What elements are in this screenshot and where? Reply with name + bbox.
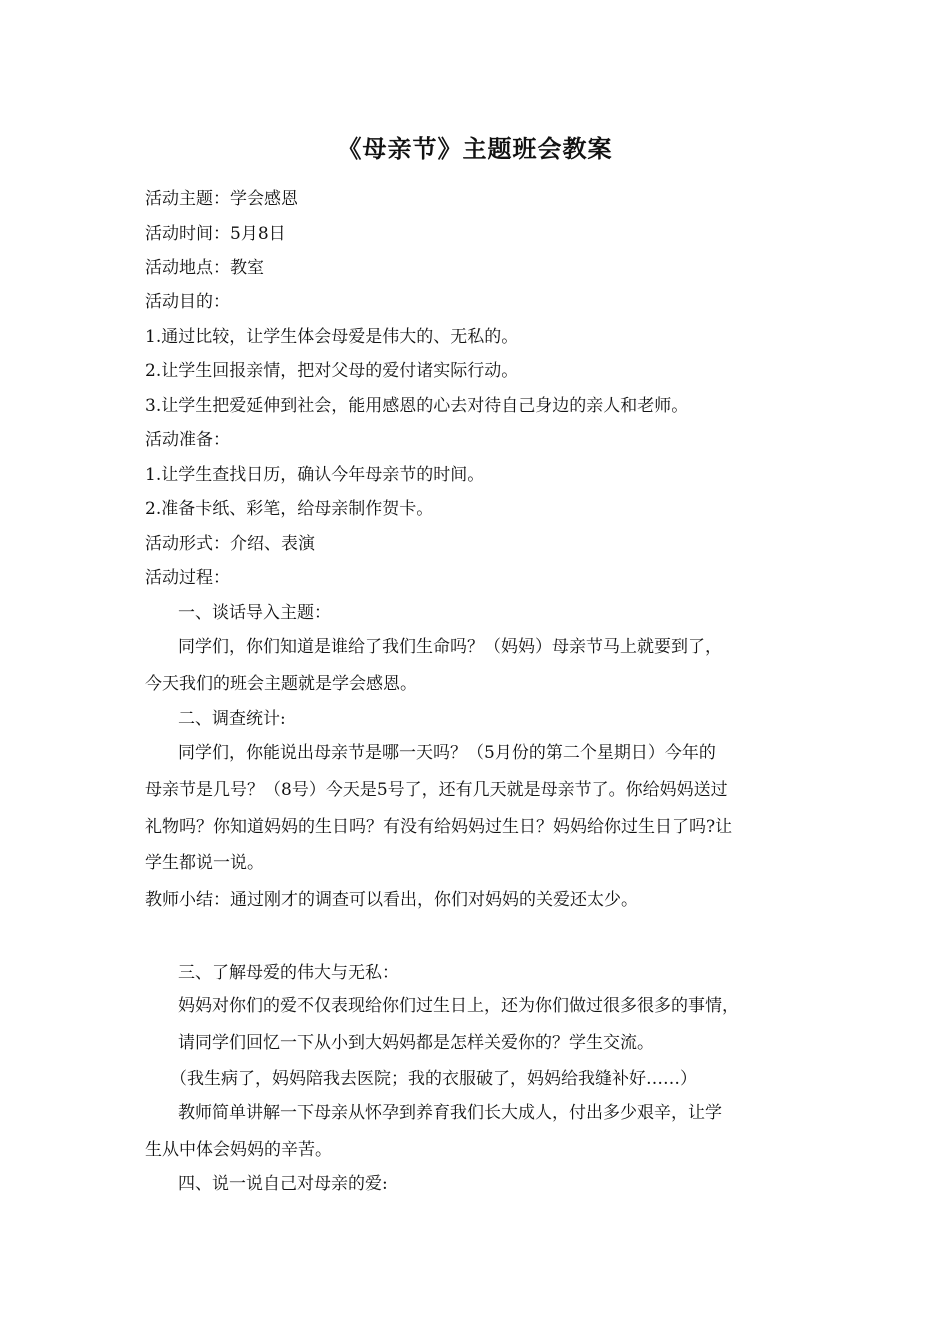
text-line: 活动形式：介绍、表演: [145, 534, 315, 554]
document-title: 《母亲节》主题班会教案: [337, 134, 613, 163]
text-line: 1.通过比较，让学生体会母爱是伟大的、无私的。: [145, 327, 519, 347]
text-line: 2.准备卡纸、彩笔，给母亲制作贺卡。: [145, 499, 434, 519]
text-line: 生从中体会妈妈的辛苦。: [145, 1140, 332, 1160]
text-line: 活动主题：学会感恩: [145, 189, 298, 209]
text-line: 活动准备：: [145, 430, 230, 450]
text-line: 活动时间：5月8日: [145, 224, 286, 244]
section-heading: 三、了解母爱的伟大与无私：: [178, 963, 399, 983]
text-line: 3.让学生把爱延伸到社会，能用感恩的心去对待自己身边的亲人和老师。: [145, 396, 689, 416]
text-line: 学生都说一说。: [145, 853, 264, 873]
section-heading: 二、调查统计:: [178, 709, 286, 729]
text-line: 教师小结：通过刚才的调查可以看出，你们对妈妈的关爱还太少。: [145, 890, 638, 910]
text-line: 2.让学生回报亲情，把对父母的爱付诸实际行动。: [145, 361, 519, 381]
text-line: 同学们，你们知道是谁给了我们生命吗？（妈妈）母亲节马上就要到了，: [178, 637, 722, 657]
text-line: 活动过程：: [145, 568, 230, 588]
text-line: 活动地点：教室: [145, 258, 264, 278]
text-line: 教师简单讲解一下母亲从怀孕到养育我们长大成人，付出多少艰辛，让学: [178, 1103, 722, 1123]
text-line: 妈妈对你们的爱不仅表现给你们过生日上，还为你们做过很多很多的事情，: [178, 996, 739, 1016]
text-line: 1.让学生查找日历，确认今年母亲节的时间。: [145, 465, 485, 485]
section-heading: 四、说一说自己对母亲的爱:: [178, 1174, 388, 1194]
text-line: （我生病了，妈妈陪我去医院；我的衣服破了，妈妈给我缝补好……）: [170, 1069, 697, 1089]
text-line: 请同学们回忆一下从小到大妈妈都是怎样关爱你的？学生交流。: [178, 1033, 654, 1053]
text-line: 今天我们的班会主题就是学会感恩。: [145, 674, 417, 694]
section-heading: 一、谈话导入主题：: [178, 603, 331, 623]
text-line: 同学们，你能说出母亲节是哪一天吗？（5月份的第二个星期日）今年的: [178, 743, 716, 763]
text-line: 母亲节是几号？（8号）今天是5号了，还有几天就是母亲节了。你给妈妈送过: [145, 780, 728, 800]
text-line: 礼物吗？你知道妈妈的生日吗？有没有给妈妈过生日？妈妈给你过生日了吗?让: [145, 817, 733, 837]
text-line: 活动目的：: [145, 292, 230, 312]
